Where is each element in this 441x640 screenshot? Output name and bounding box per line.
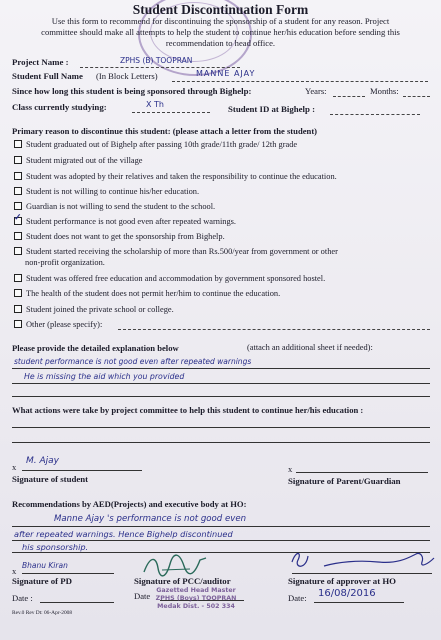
guardian-sign-line[interactable] <box>296 472 428 473</box>
student-id-field[interactable] <box>330 114 420 115</box>
months-field[interactable] <box>403 96 430 97</box>
project-name-label: Project Name : <box>12 57 69 67</box>
reason-option[interactable] <box>14 172 337 182</box>
checkbox[interactable] <box>14 320 22 328</box>
reason-option-label: Student was offered free education and accommodation by government sponsored hostel. <box>26 274 326 283</box>
reason-option-label: Student migrated out of the village <box>26 156 143 165</box>
stamp-line-3: Medak Dist. - 502 334 <box>157 603 235 610</box>
pd-date-field[interactable] <box>40 602 114 603</box>
reason-option-label: Student does not want to get the sponsorship from Bighelp. <box>26 232 225 241</box>
pd-date-label: Date : <box>12 593 33 603</box>
ho-date-underline <box>314 602 404 603</box>
actions-line-1[interactable] <box>12 427 430 428</box>
student-sign-mark: x <box>12 462 17 472</box>
revision-footer: Rev.0 Rev Dt: 06-Apr-2008 <box>12 610 73 616</box>
recommendations-rule-2 <box>12 540 430 541</box>
reason-option-label: The health of the student does not permit her/him to continue the education. <box>26 289 281 298</box>
checkbox[interactable] <box>14 289 22 297</box>
reason-option-label: Student performance is not good even after repeated warnings. <box>26 217 236 226</box>
class-underline <box>132 112 210 113</box>
student-sign-line <box>22 470 142 471</box>
ho-sign-line <box>292 573 432 574</box>
student-name-value[interactable]: MANNE AJAY <box>196 69 256 78</box>
stamp-line-2: ZPHS (Boys) TOOPRAN <box>155 595 237 602</box>
ho-sign-label: Signature of approver at HO <box>288 576 397 586</box>
reason-option[interactable] <box>14 232 225 242</box>
recommendations-heading: Recommendations by AED(Projects) and executive body at HO: <box>12 499 247 509</box>
checkbox[interactable] <box>14 140 22 148</box>
guardian-sign-mark: x <box>288 464 293 474</box>
student-name-underline <box>172 81 428 82</box>
reason-option-label: Guardian is not willing to send the student to the school. <box>26 202 216 211</box>
explanation-hint: (attach an additional sheet if needed): <box>247 343 373 352</box>
reason-option[interactable] <box>14 247 338 257</box>
reason-option-label: Student joined the private school or college. <box>26 305 174 314</box>
recommendation-text-3[interactable]: his sponsorship. <box>22 542 89 552</box>
intro-line-2: committee should make all attempts to help the student to continue her/his education before sending this <box>41 27 400 37</box>
pcc-sign-label: Signature of PCC/auditor <box>134 576 231 586</box>
checkbox[interactable] <box>14 305 22 313</box>
recommendation-text-2[interactable]: after repeated warnings. Hence Bighelp discontinued <box>14 529 233 539</box>
project-name-value[interactable]: ZPHS (B) TOOPRAN <box>120 56 193 65</box>
intro-line-3: recommendation to head office. <box>165 38 276 48</box>
reason-option-label: Student graduated out of Bighelp after passing 10th grade/11th grade/ 12th grade <box>26 140 298 149</box>
student-sign-label: Signature of student <box>12 474 89 484</box>
actions-line-2[interactable] <box>12 442 430 443</box>
pd-sign-label: Signature of PD <box>12 576 72 586</box>
pd-signature[interactable]: Bhanu Kiran <box>22 561 68 570</box>
reason-option-label: Student was adopted by their relatives and taken the responsibility to continue the education. <box>26 172 337 181</box>
ho-date-label: Date: <box>288 593 307 603</box>
explanation-line-1-rule <box>12 368 430 369</box>
ho-signature-scribble <box>288 548 436 574</box>
explanation-line-2-rule <box>12 383 430 384</box>
reason-option-label: Other (please specify): <box>26 320 103 329</box>
reason-option-label: Student started receiving the scholarship of more than Rs.500/year from government or other <box>26 247 338 256</box>
student-signature[interactable]: M. Ajay <box>26 456 59 466</box>
explanation-text-1[interactable]: student performance is not good even after repeated warnings <box>14 357 252 366</box>
years-label: Years: <box>305 86 327 96</box>
explanation-heading: Please provide the detailed explanation below <box>12 343 179 353</box>
checkbox[interactable] <box>14 187 22 195</box>
reason-option[interactable] <box>14 274 325 284</box>
ho-date-value[interactable]: 16/08/2016 <box>318 588 376 599</box>
months-label: Months: <box>370 86 399 96</box>
reason-option[interactable] <box>14 305 174 315</box>
years-field[interactable] <box>333 96 365 97</box>
reason-option-continuation: non-profit organization. <box>25 258 105 267</box>
recommendation-text-1[interactable]: Manne Ajay 's performance is not good even <box>54 514 247 524</box>
intro-line-1: Use this form to recommend for discontinuing the sponsorship of a student for any reason. Project <box>51 16 390 26</box>
reason-option[interactable] <box>14 217 236 227</box>
checkbox[interactable] <box>14 202 22 210</box>
headmaster-stamp <box>146 587 246 611</box>
since-label: Since how long this student is being sponsored through Bighelp: <box>12 86 252 96</box>
reason-option[interactable] <box>14 156 143 166</box>
form-title: Student Discontinuation Form <box>132 2 309 17</box>
reason-option[interactable] <box>14 289 280 299</box>
checkbox[interactable] <box>14 232 22 240</box>
class-value[interactable]: X Th <box>146 100 164 109</box>
student-name-label: Student Full Name <box>12 71 83 81</box>
pd-sign-mark: x <box>12 566 17 576</box>
reason-option[interactable] <box>14 320 102 330</box>
reason-option[interactable] <box>14 187 199 197</box>
reason-option[interactable] <box>14 140 297 150</box>
reason-option[interactable] <box>14 202 215 212</box>
explanation-text-2[interactable]: He is missing the aid which you provided <box>24 372 185 381</box>
student-id-label: Student ID at Bighelp : <box>228 104 316 114</box>
recommendations-rule-1 <box>12 526 430 527</box>
explanation-line-3-rule <box>12 396 430 397</box>
guardian-sign-label: Signature of Parent/Guardian <box>288 476 401 486</box>
stamp-line-1: Gazetted Head Master <box>156 587 236 594</box>
checkbox[interactable] <box>14 156 22 164</box>
pd-sign-line <box>22 573 114 574</box>
student-name-hint: (In Block Letters) <box>96 71 158 81</box>
pcc-date-label: Date <box>134 591 151 601</box>
project-name-underline <box>80 67 240 68</box>
actions-heading: What actions were take by project committee to help this student to continue her/his education : <box>12 405 364 415</box>
checkbox[interactable] <box>14 172 22 180</box>
other-specify-field[interactable] <box>118 329 430 330</box>
checkbox[interactable] <box>14 247 22 255</box>
reason-heading: Primary reason to discontinue this student: (please attach a letter from the student) <box>12 126 318 136</box>
class-label: Class currently studying: <box>12 102 107 112</box>
checkbox-checked[interactable] <box>14 217 22 225</box>
reason-option-label: Student is not willing to continue his/her education. <box>26 187 200 196</box>
checkbox[interactable] <box>14 274 22 282</box>
